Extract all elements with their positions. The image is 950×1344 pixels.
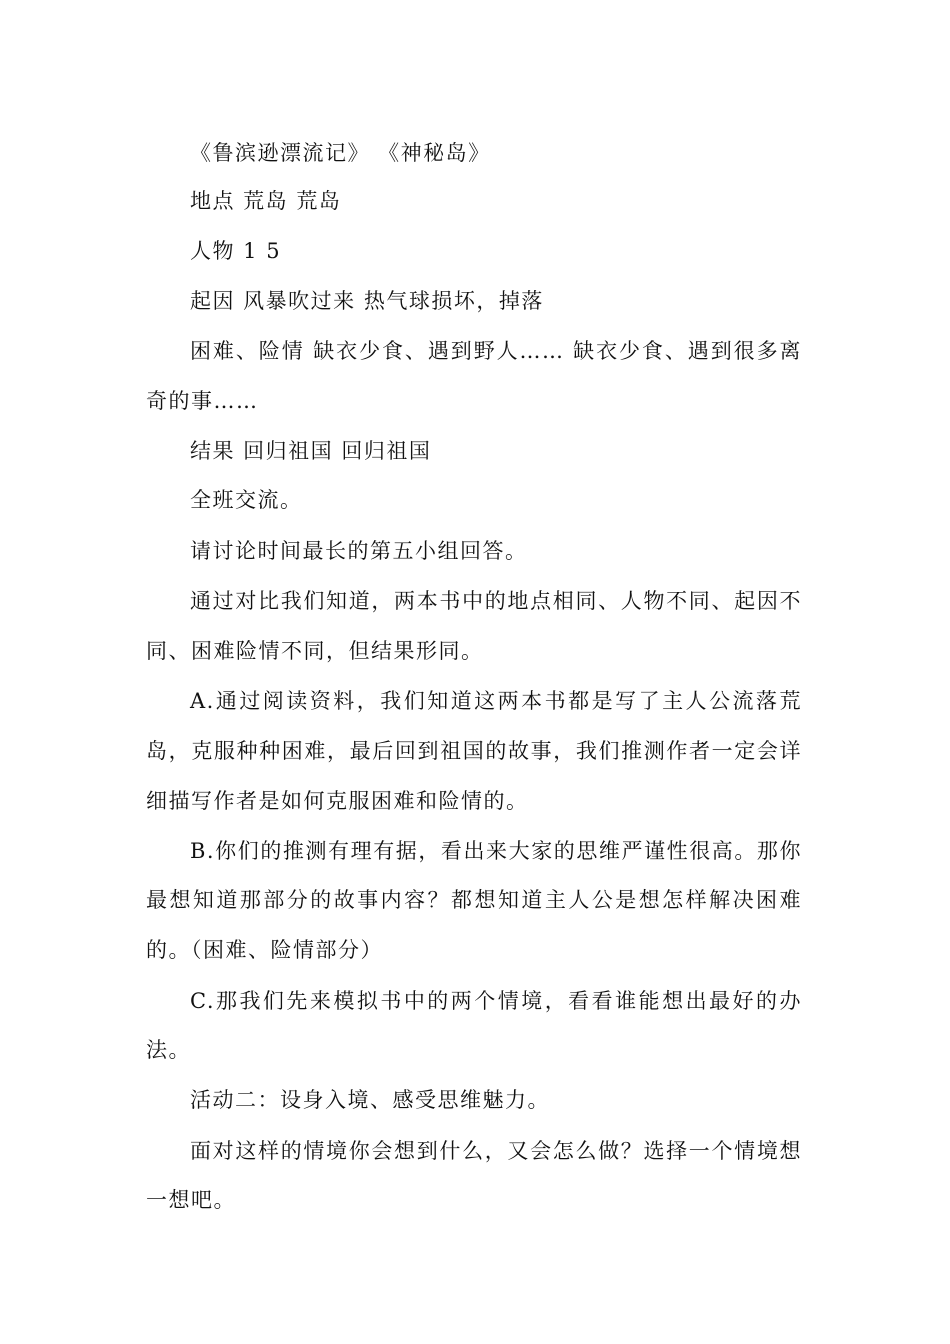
paragraph-comparison: 通过对比我们知道，两本书中的地点相同、人物不同、起因不 <box>190 589 802 613</box>
table-row-location: 地点 荒岛 荒岛 <box>190 189 342 213</box>
paragraph-b-cont-1: 最想知道那部分的故事内容？都想知道主人公是想怎样解决困难 <box>146 888 802 912</box>
table-row-difficulties: 困难、险情 缺衣少食、遇到野人…… 缺衣少食、遇到很多离 <box>190 339 802 363</box>
paragraph-c-cont: 法。 <box>146 1038 191 1062</box>
paragraph-scenario: 面对这样的情境你会想到什么，又会怎么做？选择一个情境想 <box>190 1139 802 1163</box>
paragraph-a-cont-2: 细描写作者是如何克服困难和险情的。 <box>146 789 529 813</box>
table-row-characters: 人物 1 5 <box>190 239 282 263</box>
paragraph-b: B.你们的推测有理有据，看出来大家的思维严谨性很高。那你 <box>190 839 802 863</box>
table-header-book-titles: 《鲁滨逊漂流记》 《神秘岛》 <box>190 141 491 165</box>
paragraph-a: A.通过阅读资料，我们知道这两本书都是写了主人公流落荒 <box>190 689 802 713</box>
activity-two-heading: 活动二：设身入境、感受思维魅力。 <box>190 1088 550 1112</box>
table-row-cause: 起因 风暴吹过来 热气球损坏，掉落 <box>190 289 544 313</box>
paragraph-class-discussion: 全班交流。 <box>190 488 303 512</box>
paragraph-comparison-cont: 同、困难险情不同，但结果形同。 <box>146 639 484 663</box>
paragraph-a-cont-1: 岛，克服种种困难，最后回到祖国的故事，我们推测作者一定会详 <box>146 739 802 763</box>
table-row-difficulties-cont: 奇的事…… <box>146 389 259 413</box>
paragraph-b-cont-2: 的。（困难、险情部分） <box>146 938 383 962</box>
paragraph-c: C.那我们先来模拟书中的两个情境，看看谁能想出最好的办 <box>190 989 802 1013</box>
paragraph-group-answer: 请讨论时间最长的第五小组回答。 <box>190 539 528 563</box>
table-row-result: 结果 回归祖国 回归祖国 <box>190 439 432 463</box>
paragraph-scenario-cont: 一想吧。 <box>146 1188 236 1212</box>
